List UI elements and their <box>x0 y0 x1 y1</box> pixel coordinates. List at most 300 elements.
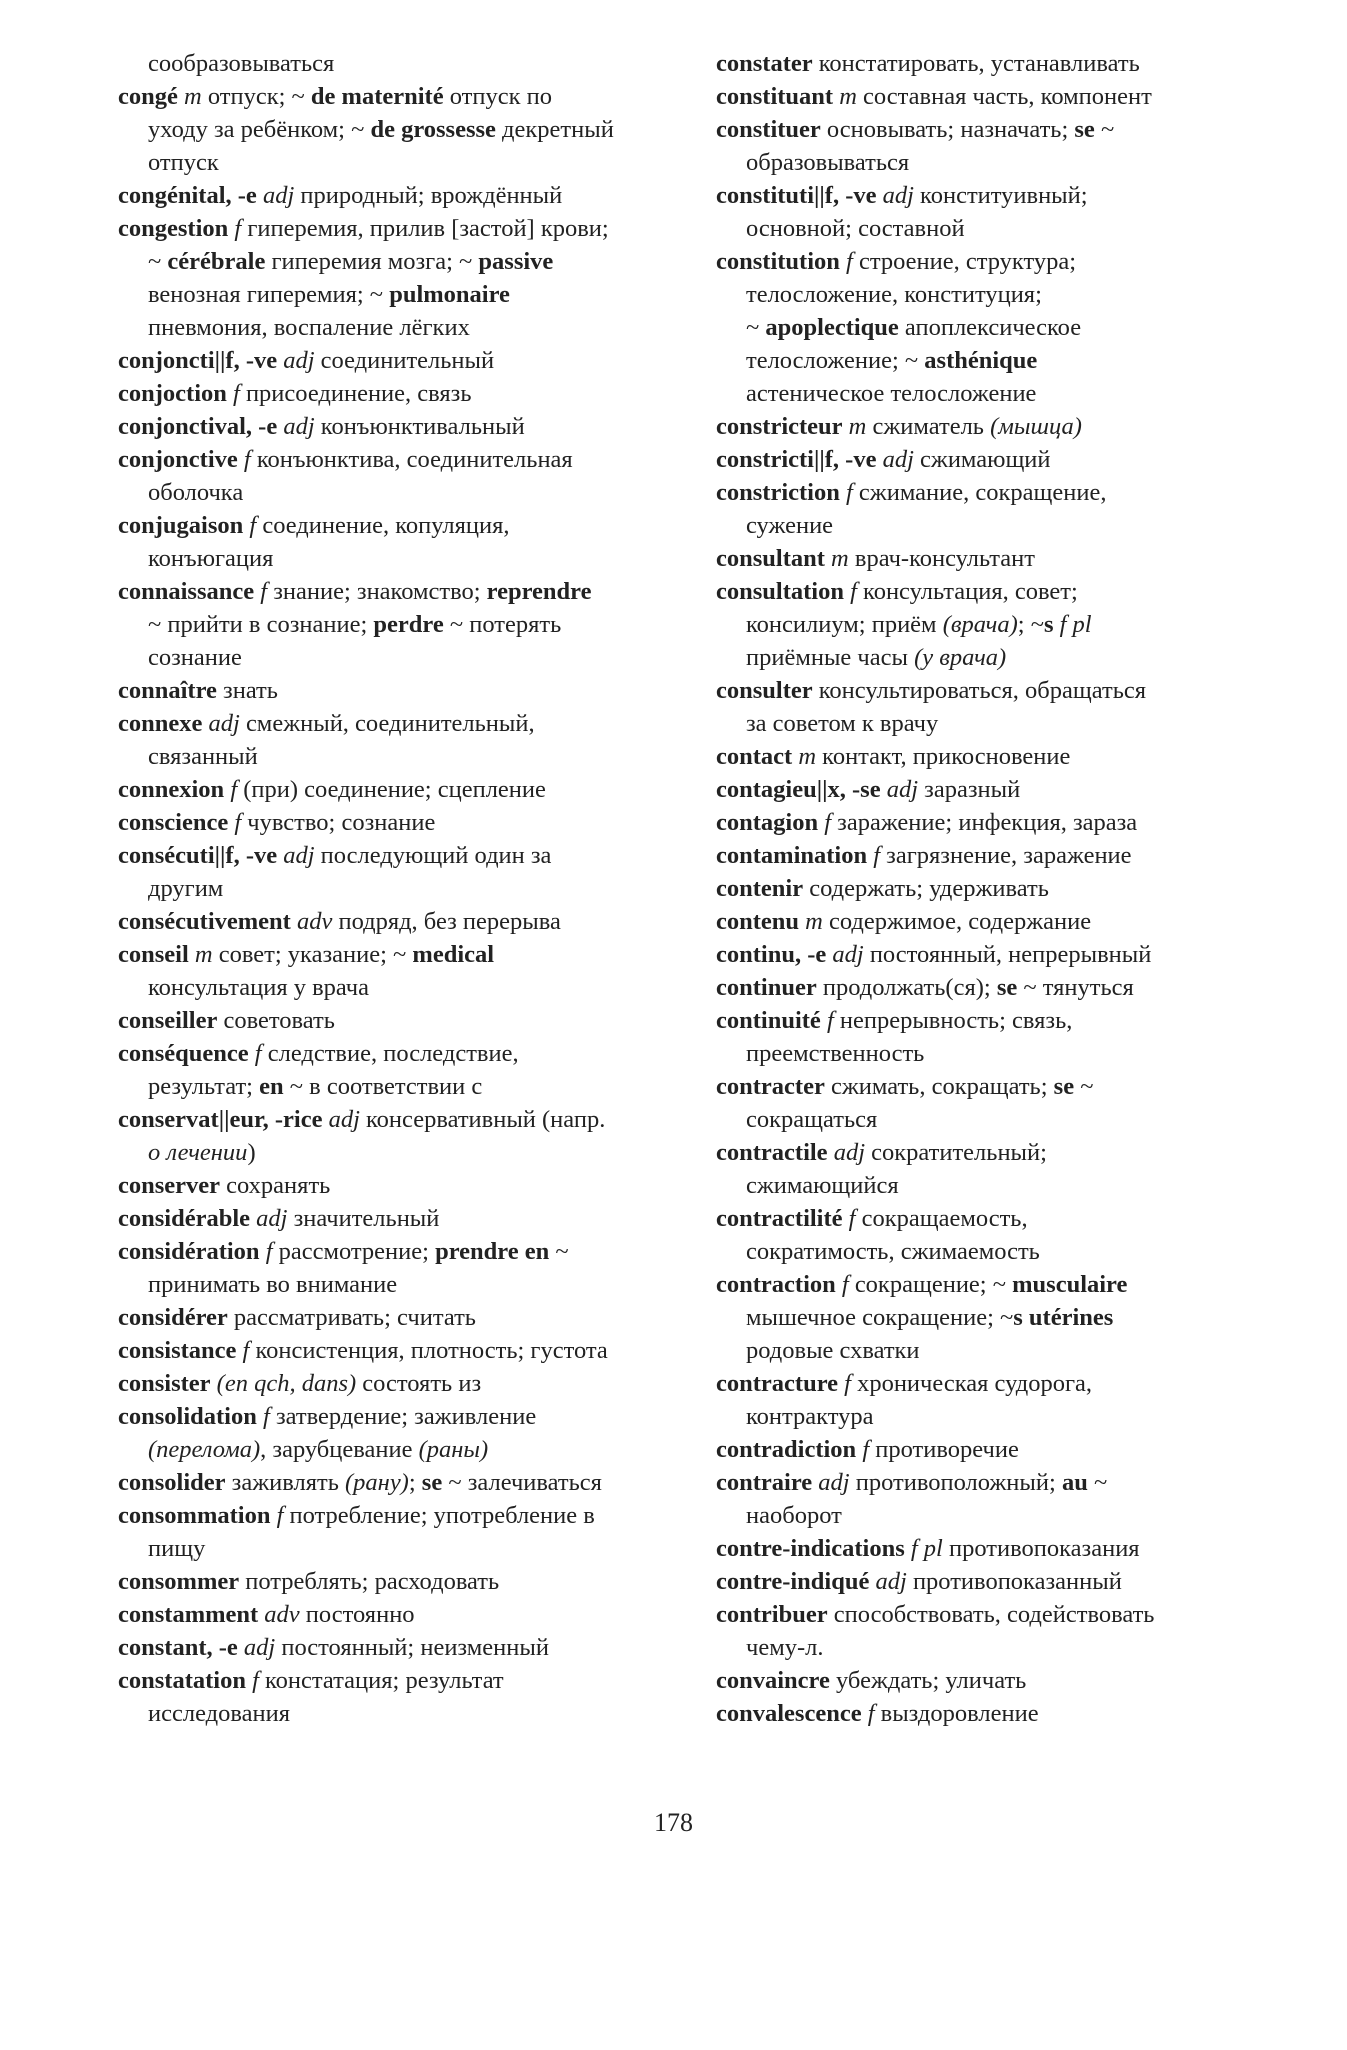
translation-text: составная часть, компонент <box>856 83 1152 110</box>
headword-text: conjonctive <box>118 446 238 473</box>
entry-headword-line <box>118 344 712 377</box>
headword-text: contagion <box>716 809 819 836</box>
entry-headword-line <box>118 212 712 245</box>
translation-text: сужение <box>746 512 834 539</box>
entry-continuation-line <box>716 1169 1316 1202</box>
headword-text: congé <box>118 83 178 110</box>
entry-continuation-line <box>118 1532 712 1565</box>
headword-text: s utérines <box>1013 1304 1114 1331</box>
entry-headword-line <box>118 575 712 608</box>
headword-text: reprendre <box>486 578 592 605</box>
entry-headword-line <box>716 1466 1316 1499</box>
translation-text: за советом к врачу <box>746 710 939 737</box>
entry-continuation-line <box>118 1268 712 1301</box>
translation-text: другим <box>148 875 224 902</box>
grammar-note-text: m <box>805 908 823 935</box>
grammar-note-text: f <box>841 1271 849 1298</box>
headword-text: contenu <box>716 908 800 935</box>
entry-headword-line <box>118 443 712 476</box>
grammar-note-text: m <box>839 83 857 110</box>
entry-headword-line <box>716 740 1316 773</box>
translation-text: , зарубцевание <box>260 1436 419 1463</box>
translation-text: отпуск по <box>443 83 552 110</box>
headword-text: convalescence <box>716 1700 862 1727</box>
headword-text: considérable <box>118 1205 251 1232</box>
headword-text: cérébrale <box>167 248 266 275</box>
entry-continuation-line <box>118 1070 712 1103</box>
entry-headword-line <box>716 1268 1316 1301</box>
headword-text: conjugaison <box>118 512 244 539</box>
entry-continuation-line <box>118 971 712 1004</box>
entry-continuation-line <box>118 608 712 641</box>
translation-text: пневмония, воспаление лёгких <box>148 314 470 341</box>
grammar-note-text: m <box>831 545 849 572</box>
grammar-note-text: f <box>233 380 240 407</box>
headword-text: congénital, -e <box>118 182 257 209</box>
grammar-note-text: f <box>243 446 251 473</box>
grammar-note-text: adj <box>882 182 914 209</box>
headword-text: consultant <box>716 545 825 572</box>
translation-text: ; <box>408 1469 422 1496</box>
headword-text: conséquence <box>118 1040 249 1067</box>
translation-text: отпуск <box>148 149 219 176</box>
entry-headword-line <box>716 806 1316 839</box>
grammar-note-text: adj <box>256 1205 288 1232</box>
headword-text: conseil <box>118 941 189 968</box>
entry-continuation-line <box>118 1136 712 1169</box>
grammar-note-text: f pl <box>1059 611 1092 638</box>
entry-headword-line <box>118 938 712 971</box>
headword-text: consécuti||f, -ve <box>118 842 278 869</box>
translation-text: консультироваться, обращаться <box>812 677 1147 704</box>
grammar-note-text: f <box>234 215 242 242</box>
translation-text: основывать; назначать; <box>820 116 1075 143</box>
translation-text: ~ залечиваться <box>442 1469 602 1496</box>
entry-headword-line <box>118 179 712 212</box>
translation-text: противоположный; <box>849 1469 1062 1496</box>
headword-text: contenir <box>716 875 804 902</box>
translation-text: ~ <box>148 248 168 275</box>
grammar-note-text: adj <box>283 413 315 440</box>
grammar-note-text: (en qch, dans) <box>216 1370 357 1397</box>
grammar-note-text: f <box>867 1700 875 1727</box>
headword-text: constriction <box>716 479 840 506</box>
headword-text: constricti||f, -ve <box>716 446 877 473</box>
headword-text: musculaire <box>1012 1271 1128 1298</box>
entry-headword-line <box>118 1598 712 1631</box>
translation-text: основной; составной <box>746 215 965 242</box>
translation-text: рассматривать; считать <box>227 1304 476 1331</box>
entry-continuation-line <box>118 146 712 179</box>
grammar-note-text: adv <box>296 908 333 935</box>
headword-text: contracture <box>716 1370 838 1397</box>
headword-text: connexe <box>118 710 203 737</box>
entry-continuation-line <box>118 872 712 905</box>
translation-text: констатировать, устанавливать <box>812 50 1140 77</box>
headword-text: considérer <box>118 1304 228 1331</box>
entry-headword-line <box>118 1565 712 1598</box>
translation-text: сообразовываться <box>148 50 335 77</box>
grammar-note-text: f <box>252 1667 259 1694</box>
entry-continuation-line <box>118 476 712 509</box>
translation-text: телосложение, конституция; <box>746 281 1042 308</box>
entry-headword-line <box>118 1367 712 1400</box>
entry-headword-line <box>118 773 712 806</box>
translation-text: консервативный (напр. <box>359 1106 606 1133</box>
translation-text: соединительный <box>314 347 495 374</box>
translation-text: консистенция, плотность; густота <box>249 1337 608 1364</box>
headword-text: constricteur <box>716 413 843 440</box>
translation-text: сократительный; <box>865 1139 1047 1166</box>
headword-text: conservat||eur, -rice <box>118 1106 323 1133</box>
headword-text: consécutivement <box>118 908 291 935</box>
entry-headword-line <box>716 971 1316 1004</box>
grammar-note-text: f pl <box>910 1535 943 1562</box>
entry-headword-line <box>716 872 1316 905</box>
translation-text: связанный <box>148 743 258 770</box>
entry-headword-line <box>118 1202 712 1235</box>
entry-continuation-line <box>716 311 1316 344</box>
entry-headword-line <box>716 1598 1316 1631</box>
translation-text: консультация, совет; <box>856 578 1078 605</box>
translation-text: констатация; результат <box>258 1667 504 1694</box>
translation-text: состоять из <box>356 1370 482 1397</box>
translation-text: знание; знакомство; <box>267 578 487 605</box>
headword-text: consommation <box>118 1502 271 1529</box>
headword-text: connaître <box>118 677 217 704</box>
headword-text: conserver <box>118 1172 221 1199</box>
entry-continuation-line <box>118 542 712 575</box>
entry-continuation-line <box>716 278 1316 311</box>
translation-text: следствие, последствие, <box>261 1040 519 1067</box>
translation-text: советовать <box>217 1007 335 1034</box>
translation-text: конституивный; <box>913 182 1088 209</box>
entry-headword-line <box>716 113 1316 146</box>
headword-text: consolidation <box>118 1403 257 1430</box>
translation-text: декретный <box>495 116 614 143</box>
translation-text: сохранять <box>220 1172 331 1199</box>
grammar-note-text: adj <box>243 1634 276 1661</box>
headword-text: conscience <box>118 809 229 836</box>
entry-headword-line <box>716 1532 1316 1565</box>
entry-headword-line <box>716 245 1316 278</box>
entry-headword-line <box>716 674 1316 707</box>
grammar-note-text: f <box>260 578 268 605</box>
translation-text: консилиум; приём <box>746 611 943 638</box>
entry-continuation-line <box>118 113 712 146</box>
grammar-note-text: о лечении <box>148 1139 248 1166</box>
translation-text: исследования <box>148 1700 290 1727</box>
translation-text: телосложение; ~ <box>746 347 925 374</box>
grammar-note-text: adv <box>264 1601 300 1628</box>
grammar-note-text: f <box>845 479 853 506</box>
entry-headword-line <box>118 1004 712 1037</box>
translation-text: подряд, без перерыва <box>332 908 561 935</box>
grammar-note-text: f <box>263 1403 270 1430</box>
entry-headword-line <box>716 1664 1316 1697</box>
grammar-note-text: f <box>242 1337 250 1364</box>
headword-text: contraction <box>716 1271 836 1298</box>
translation-text: образовываться <box>746 149 910 176</box>
translation-text: сжимать, сокращать; <box>824 1073 1054 1100</box>
entry-headword-line <box>716 773 1316 806</box>
grammar-note-text: m <box>848 413 867 440</box>
headword-text: constatation <box>118 1667 246 1694</box>
translation-text: оболочка <box>148 479 244 506</box>
entry-headword-line <box>716 1367 1316 1400</box>
grammar-note-text: m <box>184 83 202 110</box>
headword-text: constituant <box>716 83 834 110</box>
translation-text: ~ <box>549 1238 569 1265</box>
entry-headword-line <box>716 542 1316 575</box>
translation-text: (при) соединение; сцепление <box>237 776 546 803</box>
headword-text: se <box>1074 116 1095 143</box>
page-number: 178 <box>654 1808 693 1837</box>
entry-headword-line <box>716 575 1316 608</box>
entry-continuation-line <box>716 707 1316 740</box>
headword-text: s <box>1043 611 1054 638</box>
translation-text: потреблять; расходовать <box>239 1568 500 1595</box>
headword-text: de maternité <box>310 83 444 110</box>
entry-continuation-line <box>716 1103 1316 1136</box>
translation-text: противоречие <box>869 1436 1019 1463</box>
entry-headword-line <box>716 47 1316 80</box>
entry-continuation-line <box>716 344 1316 377</box>
translation-text: конъюгация <box>148 545 274 572</box>
headword-text: se <box>1053 1073 1075 1100</box>
translation-text: результат; <box>148 1073 260 1100</box>
translation-text: конъюнктивальный <box>314 413 525 440</box>
entry-headword-line <box>716 1004 1316 1037</box>
translation-text: ~ прийти в сознание; <box>148 611 374 638</box>
entry-headword-line <box>716 938 1316 971</box>
headword-text: continu, -e <box>716 941 827 968</box>
headword-text: pulmonaire <box>389 281 510 308</box>
grammar-note-text: f <box>824 809 832 836</box>
entry-headword-line <box>716 476 1316 509</box>
translation-text: сознание <box>148 644 242 671</box>
headword-text: conjoncti||f, -ve <box>118 347 278 374</box>
translation-text: затвердение; заживление <box>269 1403 537 1430</box>
headword-text: considération <box>118 1238 260 1265</box>
entry-headword-line <box>716 839 1316 872</box>
headword-text: congestion <box>118 215 229 242</box>
translation-text: соединение, копуляция, <box>256 512 510 539</box>
entry-continuation-line <box>716 1400 1316 1433</box>
entry-headword-line <box>118 1301 712 1334</box>
headword-text: contamination <box>716 842 868 869</box>
translation-text: убеждать; уличать <box>829 1667 1027 1694</box>
entry-continuation-line <box>118 47 712 80</box>
entry-headword-line <box>118 839 712 872</box>
headword-text: connexion <box>118 776 225 803</box>
entry-continuation-line <box>716 1301 1316 1334</box>
translation-text: способствовать, содействовать <box>827 1601 1155 1628</box>
entry-headword-line <box>118 509 712 542</box>
entry-headword-line <box>118 1664 712 1697</box>
entry-continuation-line <box>118 311 712 344</box>
headword-text: convaincre <box>716 1667 830 1694</box>
translation-text: заразный <box>918 776 1021 803</box>
grammar-note-text: adj <box>832 941 864 968</box>
entry-continuation-line <box>716 1499 1316 1532</box>
headword-text: contagieu||x, -se <box>716 776 881 803</box>
grammar-note-text: adj <box>283 842 315 869</box>
headword-text: constituer <box>716 116 821 143</box>
headword-text: passive <box>478 248 554 275</box>
grammar-note-text: adj <box>882 446 914 473</box>
headword-text: medical <box>412 941 495 968</box>
grammar-note-text: (рану) <box>345 1469 409 1496</box>
translation-text: строение, структура; <box>852 248 1077 275</box>
headword-text: prendre en <box>435 1238 550 1265</box>
entry-headword-line <box>118 377 712 410</box>
headword-text: continuer <box>716 974 817 1001</box>
translation-text: противопоказанный <box>906 1568 1122 1595</box>
translation-text: продолжать(ся); <box>816 974 997 1001</box>
translation-text: чувство; сознание <box>241 809 436 836</box>
translation-text: принимать во внимание <box>148 1271 398 1298</box>
headword-text: consolider <box>118 1469 226 1496</box>
headword-text: contre-indiqué <box>716 1568 870 1595</box>
entry-continuation-line <box>118 1433 712 1466</box>
translation-text: мышечное сокращение; ~ <box>746 1304 1014 1331</box>
entry-headword-line <box>118 1103 712 1136</box>
entry-continuation-line <box>118 278 712 311</box>
translation-text: астеническое телосложение <box>746 380 1037 407</box>
entry-headword-line <box>118 1400 712 1433</box>
entry-headword-line <box>118 1334 712 1367</box>
grammar-note-text: f <box>265 1238 273 1265</box>
headword-text: constant, -e <box>118 1634 238 1661</box>
grammar-note-text: adj <box>262 182 295 209</box>
entry-continuation-line <box>716 509 1316 542</box>
headword-text: contracter <box>716 1073 825 1100</box>
headword-text: contact <box>716 743 793 770</box>
entry-headword-line <box>716 1202 1316 1235</box>
translation-text: сжимающийся <box>746 1172 899 1199</box>
translation-text: загрязнение, заражение <box>880 842 1132 869</box>
translation-text: венозная гиперемия; ~ <box>148 281 390 308</box>
headword-text: conjonctival, -e <box>118 413 278 440</box>
translation-text: родовые схватки <box>746 1337 920 1364</box>
headword-text: contractilité <box>716 1205 843 1232</box>
entry-headword-line <box>118 1235 712 1268</box>
left-dictionary-column <box>118 47 712 1730</box>
entry-headword-line <box>716 443 1316 476</box>
translation-text: апоплексическое <box>898 314 1082 341</box>
grammar-note-text: f <box>862 1436 870 1463</box>
translation-text: сжимающий <box>913 446 1051 473</box>
headword-text: au <box>1061 1469 1088 1496</box>
grammar-note-text: f <box>873 842 881 869</box>
entry-headword-line <box>716 1697 1316 1730</box>
headword-text: conjoction <box>118 380 227 407</box>
translation-text: гиперемия мозга; ~ <box>265 248 479 275</box>
entry-continuation-line <box>716 1037 1316 1070</box>
entry-headword-line <box>118 806 712 839</box>
translation-text: выздоровление <box>874 1700 1039 1727</box>
headword-text: consister <box>118 1370 211 1397</box>
headword-text: perdre <box>373 611 444 638</box>
translation-text: значительный <box>287 1205 440 1232</box>
headword-text: contractile <box>716 1139 828 1166</box>
translation-text: содержать; удерживать <box>803 875 1049 902</box>
grammar-note-text: f <box>230 776 238 803</box>
headword-text: conseiller <box>118 1007 218 1034</box>
translation-text: ~ <box>1074 1073 1094 1100</box>
grammar-note-text: adj <box>328 1106 360 1133</box>
entry-headword-line <box>716 1433 1316 1466</box>
grammar-note-text: f <box>848 1205 856 1232</box>
entry-continuation-line <box>716 1334 1316 1367</box>
entry-headword-line <box>118 707 712 740</box>
entry-headword-line <box>118 1169 712 1202</box>
translation-text: хроническая судорога, <box>850 1370 1093 1397</box>
translation-text: природный; врождённый <box>294 182 563 209</box>
grammar-note-text: f <box>850 578 857 605</box>
headword-text: se <box>421 1469 443 1496</box>
grammar-note-text: (перелома) <box>148 1436 261 1463</box>
translation-text: ~ <box>1094 116 1115 143</box>
grammar-note-text: (врача) <box>942 611 1018 638</box>
translation-text: контрактура <box>746 1403 874 1430</box>
translation-text: постоянно <box>299 1601 415 1628</box>
grammar-note-text: (раны) <box>418 1436 489 1463</box>
headword-text: de grossesse <box>370 116 496 143</box>
right-dictionary-column <box>716 47 1316 1730</box>
translation-text: врач-консультант <box>848 545 1035 572</box>
headword-text: consommer <box>118 1568 240 1595</box>
entry-continuation-line <box>118 740 712 773</box>
translation-text: ; ~ <box>1017 611 1044 638</box>
entry-headword-line <box>118 674 712 707</box>
headword-text: asthénique <box>924 347 1038 374</box>
entry-continuation-line <box>716 641 1316 674</box>
headword-text: consultation <box>716 578 844 605</box>
entry-continuation-line <box>716 146 1316 179</box>
translation-text: сжиматель <box>866 413 991 440</box>
translation-text: ~ потерять <box>443 611 562 638</box>
entry-continuation-line <box>716 377 1316 410</box>
grammar-note-text: (у врача) <box>914 644 1007 671</box>
entry-headword-line <box>716 179 1316 212</box>
translation-text: конъюнктива, соединительная <box>250 446 573 473</box>
headword-text: constamment <box>118 1601 259 1628</box>
grammar-note-text: m <box>798 743 817 770</box>
headword-text: apoplectique <box>765 314 899 341</box>
headword-text: contre-indications <box>716 1535 905 1562</box>
grammar-note-text: f <box>249 512 257 539</box>
translation-text: сокращаемость, <box>855 1205 1028 1232</box>
entry-headword-line <box>118 1466 712 1499</box>
entry-continuation-line <box>118 245 712 278</box>
translation-text: наоборот <box>746 1502 842 1529</box>
entry-headword-line <box>716 905 1316 938</box>
translation-text: постоянный; неизменный <box>275 1634 549 1661</box>
translation-text: сократимость, сжимаемость <box>746 1238 1040 1265</box>
grammar-note-text: adj <box>886 776 919 803</box>
entry-headword-line <box>716 80 1316 113</box>
translation-text: приёмные часы <box>746 644 915 671</box>
translation-text: сокращаться <box>746 1106 878 1133</box>
translation-text: преемственность <box>746 1040 925 1067</box>
translation-text: непрерывность; связь, <box>833 1007 1073 1034</box>
headword-text: connaissance <box>118 578 255 605</box>
grammar-note-text: f <box>826 1007 834 1034</box>
entry-headword-line <box>118 410 712 443</box>
translation-text: совет; указание; ~ <box>212 941 413 968</box>
